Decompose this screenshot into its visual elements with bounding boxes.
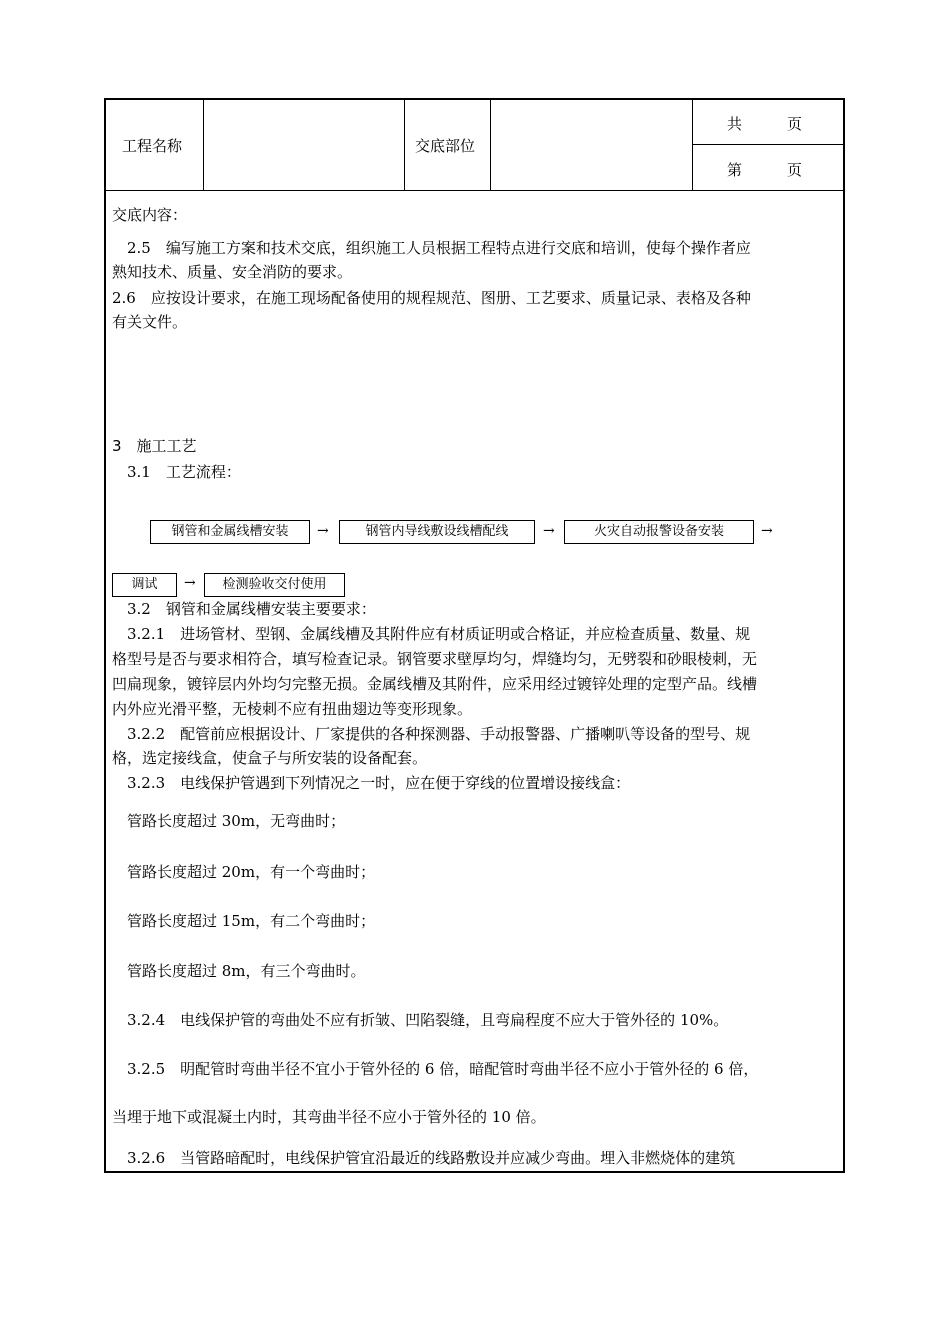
para-3-2-5-line-2: 当埋于地下或混凝土内时，其弯曲半径不应小于管外径的 10 倍。 (112, 1108, 546, 1126)
para-2-6-line-1: 2.6 应按设计要求，在施工现场配备使用的规程规范、图册、工艺要求、质量记录、表格及各种 (112, 289, 751, 307)
location-label: 交底部位 (415, 137, 476, 155)
flow-arrow-2: → (543, 523, 555, 539)
flow-step-5: 检测验收交付使用 (204, 573, 345, 597)
para-2-6-line-2: 有关文件。 (112, 313, 188, 331)
para-3-2-4: 3.2.4 电线保护管的弯曲处不应有折皱、凹陷裂缝，且弯扁程度不应大于管外径的 10%。 (112, 1011, 729, 1029)
flow-step-4: 调试 (112, 573, 177, 597)
content-label: 交底内容： (112, 206, 188, 224)
para-3-2-6-line-1: 3.2.6 当管路暗配时，电线保护管宜沿最近的线路敷设并应减少弯曲。埋入非燃烧体的建筑 (112, 1149, 736, 1167)
flow-step-3: 火灾自动报警设备安装 (564, 520, 754, 544)
flow-step-1: 钢管和金属线槽安装 (150, 520, 310, 544)
para-3-2-2-line-1: 3.2.2 配管前应根据设计、厂家提供的各种探测器、手动报警器、广播喇叭等设备的型号、规 (112, 725, 751, 743)
header-divider-2 (404, 98, 405, 191)
para-3-2-1-line-1: 3.2.1 进场管材、型钢、金属线槽及其附件应有材质证明或合格证，并应检查质量、数量、规 (112, 625, 751, 643)
flow-arrow-1: → (317, 523, 329, 539)
para-2-5-line-2: 熟知技术、质量、安全消防的要求。 (112, 263, 353, 281)
flow-arrow-4: → (184, 575, 196, 591)
para-3-2-1-line-2: 格型号是否与要求相符合，填写检查记录。钢管要求壁厚均匀，焊缝均匀，无劈裂和砂眼棱刺，无 (112, 650, 758, 668)
para-2-5-line-1: 2.5 编写施工方案和技术交底，组织施工人员根据工程特点进行交底和培训，使每个操作者应 (112, 239, 751, 257)
header-divider-1 (203, 98, 204, 191)
section-3-1: 3.1 工艺流程： (112, 463, 241, 481)
case-4: 管路长度超过 8m，有三个弯曲时。 (112, 962, 366, 980)
case-2: 管路长度超过 20m，有一个弯曲时； (112, 863, 376, 881)
case-3: 管路长度超过 15m，有二个弯曲时； (112, 912, 376, 930)
case-1: 管路长度超过 30m，无弯曲时； (112, 812, 346, 830)
flow-step-2: 钢管内导线敷设线槽配线 (339, 520, 535, 544)
header-bottom-rule (104, 190, 845, 191)
header-divider-3 (490, 98, 491, 191)
para-3-2-3: 3.2.3 电线保护管遇到下列情况之一时，应在便于穿线的位置增设接线盒： (112, 774, 631, 792)
para-3-2-2-line-2: 格，选定接线盒，使盒子与所安装的设备配套。 (112, 749, 428, 767)
section-3-2: 3.2 钢管和金属线槽安装主要要求： (112, 600, 376, 618)
para-3-2-5-line-1: 3.2.5 明配管时弯曲半径不宜小于管外径的 6 倍，暗配管时弯曲半径不应小于管外径的 6 倍， (112, 1060, 759, 1078)
para-3-2-1-line-4: 内外应光滑平整，无棱刺不应有扭曲翅边等变形现象。 (112, 700, 473, 718)
page-number: 第 页 (727, 161, 803, 179)
flow-arrow-3: → (761, 523, 773, 539)
project-name-label: 工程名称 (122, 137, 183, 155)
section-3-title: 3 施工工艺 (112, 437, 197, 455)
header-page-split (692, 144, 845, 145)
para-3-2-1-line-3: 凹扁现象，镀锌层内外均匀完整无损。金属线槽及其附件，应采用经过镀锌处理的定型产品。线槽 (112, 675, 758, 693)
total-pages: 共 页 (727, 115, 803, 133)
